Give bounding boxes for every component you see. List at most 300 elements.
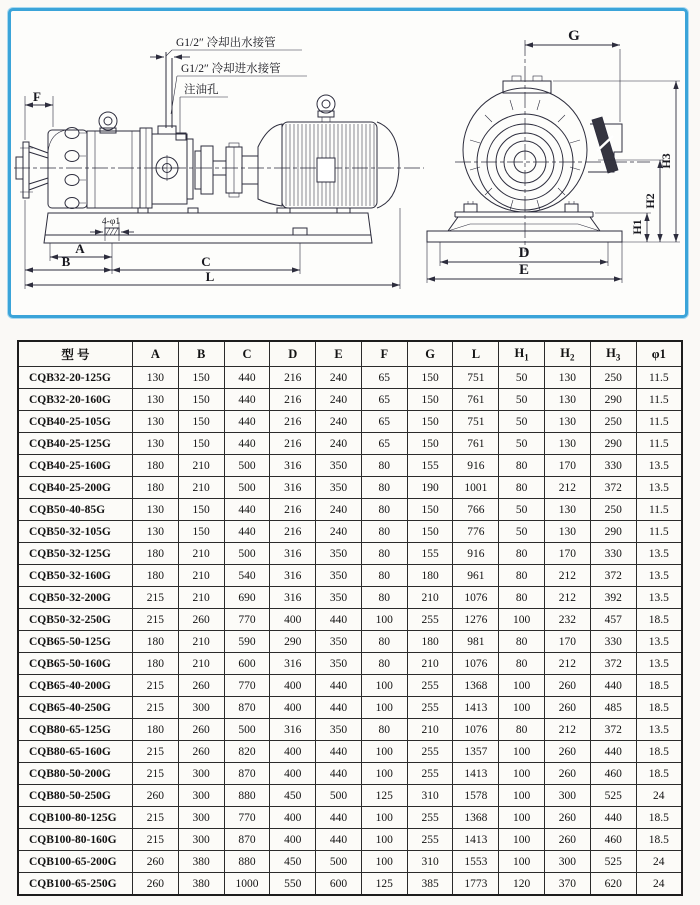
dim-label-a: A [75, 241, 85, 256]
value-cell: 232 [545, 609, 591, 631]
value-cell: 130 [133, 389, 179, 411]
value-cell: 125 [361, 785, 407, 807]
value-cell: 65 [361, 411, 407, 433]
value-cell: 440 [224, 433, 270, 455]
value-cell: 300 [178, 829, 224, 851]
value-cell: 440 [590, 741, 636, 763]
value-cell: 100 [499, 829, 545, 851]
value-cell: 150 [407, 411, 453, 433]
value-cell: 1368 [453, 675, 499, 697]
value-cell: 210 [178, 455, 224, 477]
value-cell: 761 [453, 433, 499, 455]
value-cell: 215 [133, 587, 179, 609]
value-cell: 130 [133, 367, 179, 389]
table-row [18, 829, 682, 851]
value-cell: 500 [224, 543, 270, 565]
column-header-0: 型 号 [18, 341, 133, 367]
table-row [18, 741, 682, 763]
dimension-table [17, 340, 683, 896]
value-cell: 18.5 [636, 763, 682, 785]
value-cell: 80 [499, 565, 545, 587]
value-cell: 372 [590, 653, 636, 675]
cooling-outlet-label: G1/2″ 冷却出水接管 [176, 37, 276, 49]
table-row [18, 631, 682, 653]
model-cell: CQB40-25-200G [18, 477, 133, 499]
value-cell: 400 [270, 741, 316, 763]
value-cell: 100 [499, 609, 545, 631]
value-cell: 440 [224, 499, 270, 521]
value-cell: 100 [361, 741, 407, 763]
value-cell: 350 [316, 455, 362, 477]
value-cell: 80 [499, 653, 545, 675]
value-cell: 316 [270, 653, 316, 675]
model-cell: CQB40-25-105G [18, 411, 133, 433]
value-cell: 130 [133, 411, 179, 433]
callout-labels [166, 35, 307, 133]
table-row [18, 609, 682, 631]
model-cell: CQB65-50-125G [18, 631, 133, 653]
baseplate [44, 213, 372, 243]
column-header-12: φ1 [636, 341, 682, 367]
value-cell: 776 [453, 521, 499, 543]
value-cell: 150 [178, 521, 224, 543]
value-cell: 485 [590, 697, 636, 719]
value-cell: 130 [133, 433, 179, 455]
value-cell: 550 [270, 873, 316, 896]
value-cell: 210 [178, 543, 224, 565]
value-cell: 330 [590, 455, 636, 477]
value-cell: 80 [361, 499, 407, 521]
value-cell: 11.5 [636, 367, 682, 389]
value-cell: 300 [178, 807, 224, 829]
dim-label-h3: H3 [659, 153, 673, 169]
value-cell: 24 [636, 785, 682, 807]
value-cell: 350 [316, 719, 362, 741]
value-cell: 80 [361, 653, 407, 675]
value-cell: 11.5 [636, 389, 682, 411]
value-cell: 130 [133, 521, 179, 543]
value-cell: 260 [133, 851, 179, 873]
value-cell: 150 [407, 433, 453, 455]
value-cell: 1001 [453, 477, 499, 499]
value-cell: 440 [316, 697, 362, 719]
value-cell: 350 [316, 631, 362, 653]
value-cell: 250 [590, 411, 636, 433]
value-cell: 400 [270, 807, 316, 829]
value-cell: 210 [178, 631, 224, 653]
table-row [18, 851, 682, 873]
value-cell: 260 [178, 741, 224, 763]
value-cell: 290 [590, 521, 636, 543]
value-cell: 350 [316, 565, 362, 587]
model-cell: CQB100-65-250G [18, 873, 133, 896]
value-cell: 260 [545, 829, 591, 851]
value-cell: 916 [453, 455, 499, 477]
value-cell: 215 [133, 741, 179, 763]
value-cell: 380 [178, 873, 224, 896]
value-cell: 100 [361, 829, 407, 851]
value-cell: 11.5 [636, 433, 682, 455]
value-cell: 215 [133, 763, 179, 785]
value-cell: 300 [545, 785, 591, 807]
value-cell: 100 [499, 741, 545, 763]
pump-drawing [0, 0, 700, 330]
motor-eyebolt [317, 95, 335, 122]
value-cell: 370 [545, 873, 591, 896]
value-cell: 180 [407, 631, 453, 653]
value-cell: 80 [499, 543, 545, 565]
value-cell: 130 [545, 521, 591, 543]
value-cell: 80 [361, 521, 407, 543]
value-cell: 100 [499, 807, 545, 829]
model-cell: CQB32-20-160G [18, 389, 133, 411]
value-cell: 440 [316, 675, 362, 697]
value-cell: 216 [270, 367, 316, 389]
value-cell: 100 [361, 609, 407, 631]
value-cell: 450 [270, 785, 316, 807]
value-cell: 316 [270, 455, 316, 477]
value-cell: 350 [316, 587, 362, 609]
value-cell: 150 [178, 389, 224, 411]
value-cell: 440 [224, 367, 270, 389]
model-cell: CQB40-25-125G [18, 433, 133, 455]
value-cell: 751 [453, 411, 499, 433]
model-cell: CQB50-32-105G [18, 521, 133, 543]
model-cell: CQB65-40-200G [18, 675, 133, 697]
value-cell: 13.5 [636, 565, 682, 587]
column-header-6: F [361, 341, 407, 367]
table-row [18, 477, 682, 499]
value-cell: 215 [133, 829, 179, 851]
bearing-bracket [87, 128, 198, 213]
value-cell: 457 [590, 609, 636, 631]
value-cell: 255 [407, 609, 453, 631]
value-cell: 18.5 [636, 609, 682, 631]
value-cell: 155 [407, 455, 453, 477]
dim-label-d: D [518, 245, 530, 261]
value-cell: 620 [590, 873, 636, 896]
value-cell: 260 [545, 741, 591, 763]
column-header-4: D [270, 341, 316, 367]
column-header-7: G [407, 341, 453, 367]
value-cell: 290 [590, 433, 636, 455]
value-cell: 100 [361, 807, 407, 829]
value-cell: 180 [133, 455, 179, 477]
value-cell: 50 [499, 367, 545, 389]
value-cell: 215 [133, 697, 179, 719]
value-cell: 385 [407, 873, 453, 896]
value-cell: 240 [316, 433, 362, 455]
value-cell: 100 [361, 675, 407, 697]
value-cell: 255 [407, 763, 453, 785]
value-cell: 216 [270, 499, 316, 521]
table-row [18, 587, 682, 609]
value-cell: 212 [545, 477, 591, 499]
value-cell: 440 [316, 829, 362, 851]
pump-eyebolt [99, 112, 117, 133]
value-cell: 1553 [453, 851, 499, 873]
value-cell: 1076 [453, 587, 499, 609]
table-body [18, 367, 682, 896]
value-cell: 100 [499, 675, 545, 697]
table-row [18, 653, 682, 675]
value-cell: 316 [270, 587, 316, 609]
value-cell: 24 [636, 851, 682, 873]
column-header-11: $H_3$ [590, 341, 636, 367]
value-cell: 210 [407, 653, 453, 675]
value-cell: 770 [224, 807, 270, 829]
value-cell: 130 [545, 499, 591, 521]
table-header-row [18, 341, 682, 367]
value-cell: 215 [133, 609, 179, 631]
value-cell: 18.5 [636, 697, 682, 719]
value-cell: 80 [499, 587, 545, 609]
table-row [18, 367, 682, 389]
value-cell: 300 [178, 785, 224, 807]
value-cell: 11.5 [636, 499, 682, 521]
value-cell: 392 [590, 587, 636, 609]
value-cell: 255 [407, 675, 453, 697]
value-cell: 180 [133, 477, 179, 499]
value-cell: 1773 [453, 873, 499, 896]
value-cell: 1413 [453, 829, 499, 851]
dim-label-b: B [61, 254, 71, 269]
value-cell: 316 [270, 543, 316, 565]
value-cell: 260 [545, 807, 591, 829]
value-cell: 11.5 [636, 411, 682, 433]
value-cell: 260 [545, 697, 591, 719]
value-cell: 215 [133, 675, 179, 697]
model-cell: CQB32-20-125G [18, 367, 133, 389]
value-cell: 600 [316, 873, 362, 896]
model-cell: CQB80-50-200G [18, 763, 133, 785]
value-cell: 180 [133, 719, 179, 741]
value-cell: 440 [316, 807, 362, 829]
table-row [18, 785, 682, 807]
value-cell: 240 [316, 389, 362, 411]
dim-label-g: G [568, 28, 580, 44]
value-cell: 240 [316, 411, 362, 433]
value-cell: 440 [316, 763, 362, 785]
value-cell: 590 [224, 631, 270, 653]
value-cell: 13.5 [636, 587, 682, 609]
junction-box [317, 158, 335, 182]
value-cell: 11.5 [636, 521, 682, 543]
dim-label-c: C [201, 254, 211, 269]
value-cell: 440 [316, 609, 362, 631]
model-cell: CQB40-25-160G [18, 455, 133, 477]
value-cell: 1076 [453, 653, 499, 675]
value-cell: 13.5 [636, 477, 682, 499]
value-cell: 50 [499, 433, 545, 455]
value-cell: 155 [407, 543, 453, 565]
value-cell: 460 [590, 829, 636, 851]
table-row [18, 719, 682, 741]
value-cell: 260 [178, 609, 224, 631]
model-cell: CQB100-65-200G [18, 851, 133, 873]
value-cell: 440 [224, 411, 270, 433]
value-cell: 250 [590, 367, 636, 389]
table-row [18, 675, 682, 697]
value-cell: 80 [361, 543, 407, 565]
value-cell: 150 [178, 411, 224, 433]
value-cell: 961 [453, 565, 499, 587]
value-cell: 260 [178, 719, 224, 741]
end-view [427, 28, 680, 283]
value-cell: 130 [133, 499, 179, 521]
value-cell: 916 [453, 543, 499, 565]
value-cell: 80 [499, 477, 545, 499]
value-cell: 290 [590, 389, 636, 411]
value-cell: 440 [590, 807, 636, 829]
column-header-10: $H_2$ [545, 341, 591, 367]
pedestal [427, 201, 622, 242]
value-cell: 216 [270, 433, 316, 455]
table-row [18, 873, 682, 896]
value-cell: 50 [499, 499, 545, 521]
value-cell: 255 [407, 829, 453, 851]
model-cell: CQB80-50-250G [18, 785, 133, 807]
value-cell: 212 [545, 653, 591, 675]
oil-hole-label: 注油孔 [184, 84, 219, 96]
table-row [18, 499, 682, 521]
value-cell: 18.5 [636, 675, 682, 697]
value-cell: 65 [361, 433, 407, 455]
value-cell: 100 [499, 851, 545, 873]
value-cell: 260 [545, 763, 591, 785]
table-row [18, 565, 682, 587]
value-cell: 400 [270, 697, 316, 719]
discharge-flange [588, 117, 622, 173]
dim-label-h2: H2 [643, 193, 657, 209]
value-cell: 80 [361, 565, 407, 587]
table-row [18, 389, 682, 411]
value-cell: 525 [590, 851, 636, 873]
value-cell: 210 [178, 653, 224, 675]
table-row [18, 697, 682, 719]
value-cell: 770 [224, 609, 270, 631]
value-cell: 350 [316, 543, 362, 565]
model-cell: CQB65-40-250G [18, 697, 133, 719]
value-cell: 260 [178, 675, 224, 697]
value-cell: 170 [545, 631, 591, 653]
value-cell: 18.5 [636, 807, 682, 829]
table-row [18, 433, 682, 455]
dim-label-e: E [518, 262, 530, 278]
dimension-table-wrap [17, 340, 683, 896]
value-cell: 13.5 [636, 653, 682, 675]
value-cell: 100 [361, 763, 407, 785]
value-cell: 870 [224, 763, 270, 785]
value-cell: 170 [545, 543, 591, 565]
value-cell: 210 [407, 719, 453, 741]
value-cell: 350 [316, 477, 362, 499]
model-cell: CQB50-32-125G [18, 543, 133, 565]
value-cell: 13.5 [636, 543, 682, 565]
value-cell: 880 [224, 785, 270, 807]
column-header-5: E [316, 341, 362, 367]
value-cell: 18.5 [636, 741, 682, 763]
suction-flange [16, 142, 48, 198]
value-cell: 13.5 [636, 455, 682, 477]
value-cell: 450 [270, 851, 316, 873]
value-cell: 440 [224, 389, 270, 411]
value-cell: 300 [545, 851, 591, 873]
model-cell: CQB100-80-160G [18, 829, 133, 851]
model-cell: CQB50-32-160G [18, 565, 133, 587]
value-cell: 80 [499, 719, 545, 741]
value-cell: 290 [270, 631, 316, 653]
value-cell: 372 [590, 565, 636, 587]
value-cell: 240 [316, 499, 362, 521]
model-cell: CQB65-50-160G [18, 653, 133, 675]
table-row [18, 455, 682, 477]
value-cell: 500 [224, 477, 270, 499]
value-cell: 150 [407, 521, 453, 543]
value-cell: 210 [178, 587, 224, 609]
model-cell: CQB80-65-125G [18, 719, 133, 741]
value-cell: 770 [224, 675, 270, 697]
value-cell: 80 [361, 455, 407, 477]
value-cell: 400 [270, 609, 316, 631]
value-cell: 216 [270, 521, 316, 543]
value-cell: 180 [133, 631, 179, 653]
table-row [18, 763, 682, 785]
value-cell: 130 [545, 433, 591, 455]
column-header-8: L [453, 341, 499, 367]
value-cell: 440 [316, 741, 362, 763]
value-cell: 216 [270, 389, 316, 411]
value-cell: 1276 [453, 609, 499, 631]
value-cell: 180 [407, 565, 453, 587]
value-cell: 150 [178, 499, 224, 521]
value-cell: 460 [590, 763, 636, 785]
value-cell: 65 [361, 389, 407, 411]
value-cell: 1578 [453, 785, 499, 807]
value-cell: 310 [407, 785, 453, 807]
value-cell: 190 [407, 477, 453, 499]
cooling-inlet-label: G1/2″ 冷却进水接管 [181, 63, 281, 75]
value-cell: 310 [407, 851, 453, 873]
value-cell: 120 [499, 873, 545, 896]
table-row [18, 521, 682, 543]
value-cell: 130 [545, 367, 591, 389]
value-cell: 240 [316, 521, 362, 543]
value-cell: 180 [133, 565, 179, 587]
value-cell: 400 [270, 675, 316, 697]
table-row [18, 807, 682, 829]
value-cell: 1413 [453, 697, 499, 719]
value-cell: 540 [224, 565, 270, 587]
value-cell: 500 [224, 455, 270, 477]
value-cell: 316 [270, 565, 316, 587]
value-cell: 210 [407, 587, 453, 609]
value-cell: 100 [499, 763, 545, 785]
value-cell: 100 [499, 785, 545, 807]
value-cell: 820 [224, 741, 270, 763]
value-cell: 212 [545, 719, 591, 741]
value-cell: 690 [224, 587, 270, 609]
value-cell: 300 [178, 697, 224, 719]
value-cell: 100 [499, 697, 545, 719]
value-cell: 130 [545, 411, 591, 433]
value-cell: 80 [361, 477, 407, 499]
value-cell: 210 [178, 477, 224, 499]
value-cell: 13.5 [636, 719, 682, 741]
value-cell: 80 [499, 455, 545, 477]
value-cell: 80 [499, 631, 545, 653]
value-cell: 981 [453, 631, 499, 653]
